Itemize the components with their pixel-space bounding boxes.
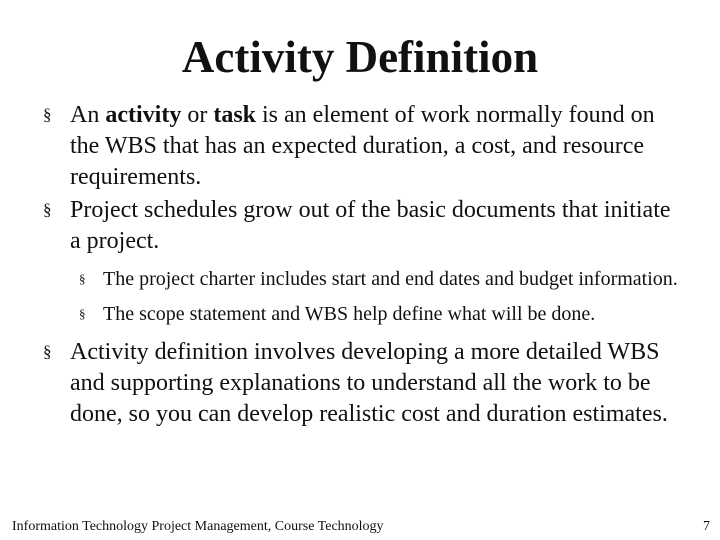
- bullet-list: [0, 100, 720, 432]
- sub-bullet-marker-icon: §: [79, 306, 86, 321]
- bullet-term-activity: activity: [105, 102, 182, 128]
- footer-source: Information Technology Project Management, Course Technology: [12, 519, 384, 534]
- sub-bullet-project-charter: [70, 267, 686, 291]
- sub-bullet-scope-statement: [70, 302, 686, 326]
- bullet-activity-definition: [0, 337, 720, 430]
- bullet-project-schedules: [0, 195, 720, 326]
- bullet-marker-icon: §: [43, 342, 52, 361]
- slide-title: Activity Definition: [181, 32, 539, 82]
- page-number: 7: [703, 519, 710, 534]
- bullet-text: Activity definition involves developing a more detailed WBS and supporting explanations to understand all the work to be done, so you can develop realistic cost and duration estimates.: [70, 339, 668, 427]
- sub-bullet-text: The project charter includes start and end dates and budget information.: [103, 268, 678, 290]
- bullet-term-task: task: [213, 102, 257, 128]
- sub-bullet-text: The scope statement and WBS help define what will be done.: [103, 303, 596, 325]
- bullet-activity-task: [0, 100, 720, 193]
- bullet-text: Project schedules grow out of the basic documents that initiate a project.: [70, 197, 671, 254]
- bullet-text-segment: or: [181, 102, 214, 128]
- bullet-marker-icon: §: [43, 200, 52, 219]
- bullet-text-segment: is an element of work normally found on the WBS that has an expected duration, a cost, and resource requirements.: [70, 102, 655, 190]
- bullet-marker-icon: §: [43, 105, 52, 124]
- sub-bullet-list: [70, 267, 686, 326]
- sub-bullet-marker-icon: §: [79, 271, 86, 286]
- bullet-text-segment: An: [70, 102, 106, 128]
